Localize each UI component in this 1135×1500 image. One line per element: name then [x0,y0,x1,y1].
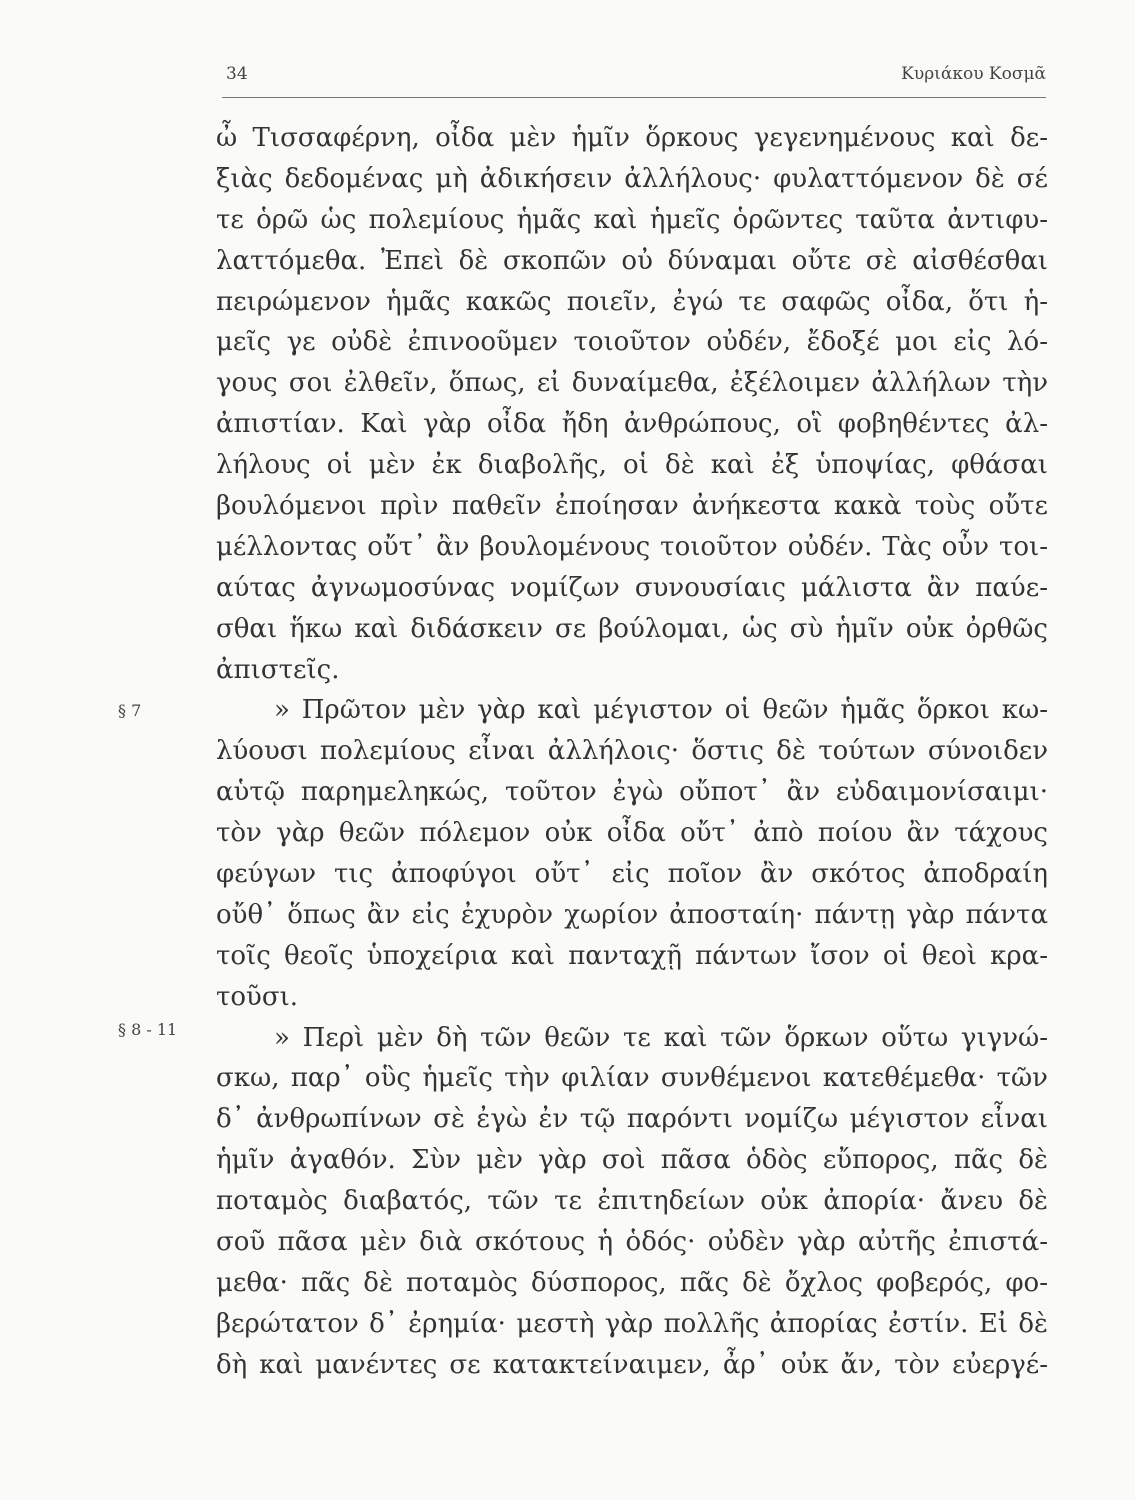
text-line: ἀπιστίαν. Καὶ γὰρ οἶδα ἤδη ἀνθρώπους, οἳ φοβηθέντες ἀλ- [216,409,1048,440]
text-line: πειρώμενον ἡμᾶς κακῶς ποιεῖν, ἐγώ τε σαφῶς οἶδα, ὅτι ἡ- [216,286,1048,317]
text-line: βερώτατον δ᾽ ἐρημία· μεστὴ γὰρ πολλῆς ἀπορίας ἐστίν. Εἰ δὲ [216,1308,1048,1339]
page-header [226,64,1046,94]
text-line: τὸν γὰρ θεῶν πόλεμον οὐκ οἶδα οὔτ᾽ ἀπὸ ποίου ἂν τάχους [216,818,1048,849]
running-head: Κυριάκου Κοσμᾶ [901,64,1046,84]
text-line: δ᾽ ἀνθρωπίνων σὲ ἐγὼ ἐν τῷ παρόντι νομίζω μέγιστον εἶναι [216,1104,1048,1135]
text-line: ποταμὸς διαβατός, τῶν τε ἐπιτηδείων οὐκ ἀπορία· ἄνευ δὲ [216,1186,1048,1217]
text-line: λήλους οἱ μὲν ἐκ διαβολῆς, οἱ δὲ καὶ ἐξ ὑποψίας, φθάσαι [216,450,1048,481]
text-line: λαττόμεθα. Ἐπεὶ δὲ σκοπῶν οὐ δύναμαι οὔτε σὲ αἰσθέσθαι [216,245,1048,276]
text-line: αὑτῷ παρημεληκώς, τοῦτον ἐγὼ οὔποτ᾽ ἂν εὐδαιμονίσαιμι· [216,777,1048,808]
text-line: ξιὰς δεδομένας μὴ ἀδικήσειν ἀλλήλους· φυλαττόμενον δὲ σέ [216,163,1048,194]
text-line: τοῦσι. [216,981,299,1012]
text-line: » Περὶ μὲν δὴ τῶν θεῶν τε καὶ τῶν ὅρκων οὕτω γιγνώ- [274,1022,1048,1053]
text-line: δὴ καὶ μανέντες σε κατακτείναιμεν, ἆρ᾽ οὐκ ἄν, τὸν εὐεργέ- [216,1349,1048,1380]
text-line: τοῖς θεοῖς ὑποχείρια καὶ πανταχῇ πάντων ἴσον οἱ θεοὶ κρα- [216,940,1048,971]
text-line: γους σοι ἐλθεῖν, ὅπως, εἰ δυναίμεθα, ἐξέλοιμεν ἀλλήλων τὴν [216,368,1048,399]
margin-ref-section-8-11: § 8 - 11 [118,1020,178,1039]
text-line: λύουσι πολεμίους εἶναι ἀλλήλοις· ὅστις δὲ τούτων σύνοιδεν [216,736,1048,767]
page-number: 34 [226,64,248,84]
text-line: βουλόμενοι πρὶν παθεῖν ἐποίησαν ἀνήκεστα κακὰ τοὺς οὔτε [216,491,1048,522]
text-line: οὔθ᾽ ὅπως ἂν εἰς ἐχυρὸν χωρίον ἀποσταίη· πάντῃ γὰρ πάντα [216,899,1048,930]
text-line: σκω, παρ᾽ οὓς ἡμεῖς τὴν φιλίαν συνθέμενοι κατεθέμεθα· τῶν [216,1063,1048,1094]
text-line: ἡμῖν ἀγαθόν. Σὺν μὲν γὰρ σοὶ πᾶσα ὁδὸς εὔπορος, πᾶς δὲ [216,1145,1048,1176]
body-text [216,118,1048,1386]
text-line: τε ὁρῶ ὡς πολεμίους ἡμᾶς καὶ ἡμεῖς ὁρῶντες ταῦτα ἀντιφυ- [216,204,1048,235]
text-line: αύτας ἀγνωμοσύνας νομίζων συνουσίαις μάλιστα ἂν παύε- [216,572,1048,603]
header-rule [222,97,1046,98]
text-line: ὦ Τισσαφέρνη, οἶδα μὲν ἡμῖν ὅρκους γεγενημένους καὶ δε- [216,123,1048,153]
text-line: σοῦ πᾶσα μὲν διὰ σκότους ἡ ὁδός· οὐδὲν γὰρ αὐτῆς ἐπιστά- [216,1227,1048,1258]
text-line: » Πρῶτον μὲν γὰρ καὶ μέγιστον οἱ θεῶν ἡμᾶς ὅρκοι κω- [274,695,1048,726]
text-line: σθαι ἥκω καὶ διδάσκειν σε βούλομαι, ὡς σὺ ἡμῖν οὐκ ὀρθῶς [216,613,1048,644]
text-line: ἀπιστεῖς. [216,654,340,685]
text-line: μεθα· πᾶς δὲ ποταμὸς δύσπορος, πᾶς δὲ ὄχλος φοβερός, φο- [216,1267,1048,1298]
text-line: μεῖς γε οὐδὲ ἐπινοοῦμεν τοιοῦτον οὐδέν, ἔδοξέ μοι εἰς λό- [216,327,1048,358]
text-line: φεύγων τις ἀποφύγοι οὔτ᾽ εἰς ποῖον ἂν σκότος ἀποδραίη [216,859,1048,890]
margin-ref-section-7: § 7 [118,701,142,720]
text-line: μέλλοντας οὔτ᾽ ἂν βουλομένους τοιοῦτον οὐδέν. Τὰς οὖν τοι- [216,531,1048,562]
